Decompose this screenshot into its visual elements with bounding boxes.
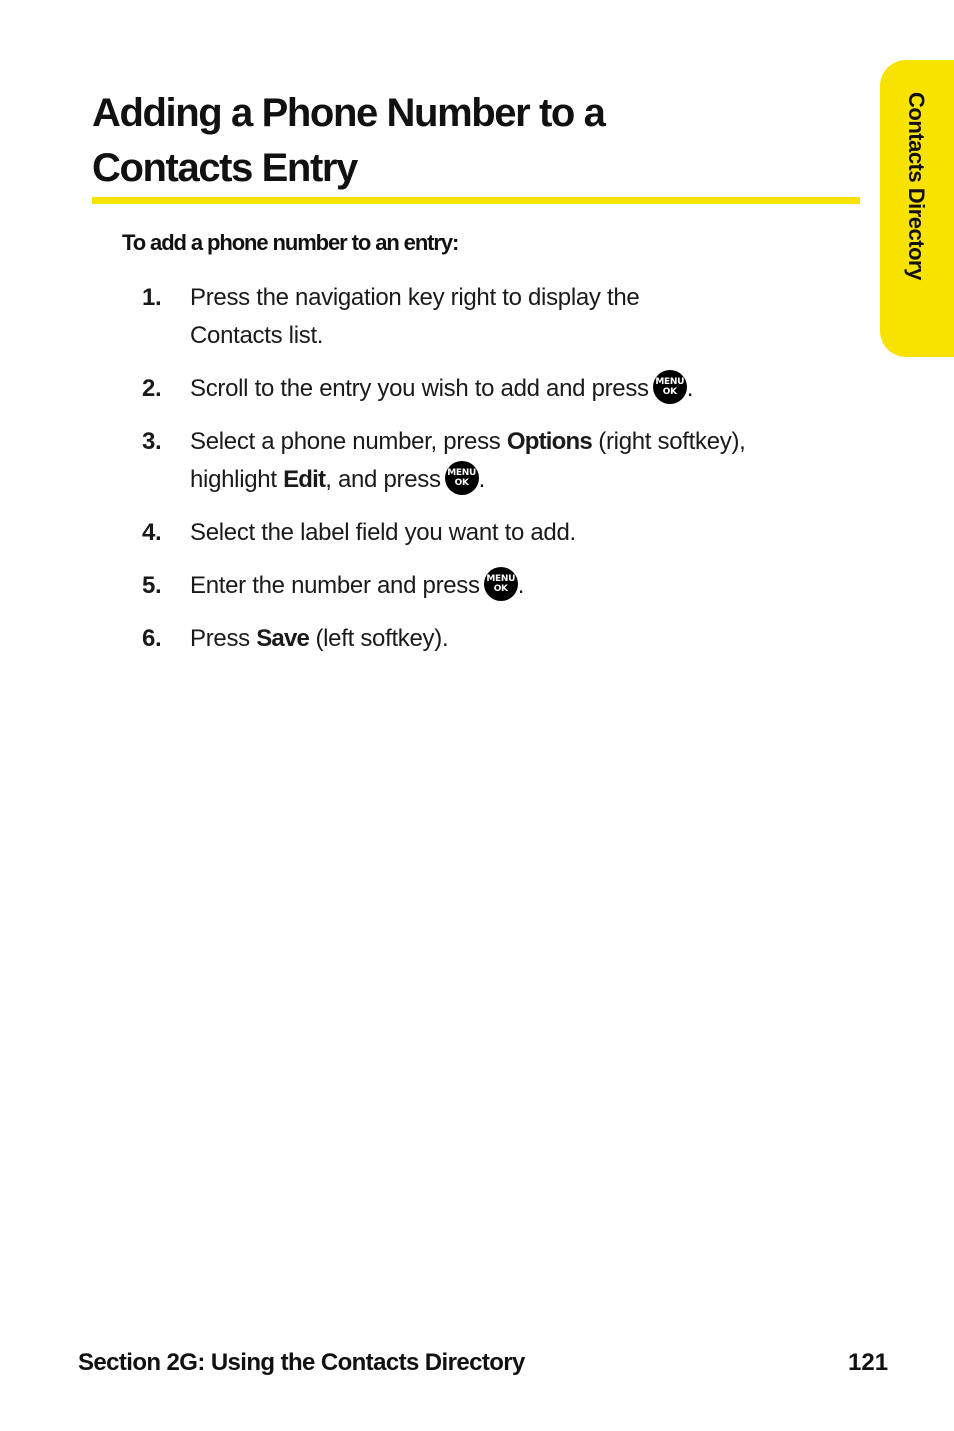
step-text: [190, 423, 840, 499]
footer-section-title: Section 2G: Using the Contacts Directory: [78, 1349, 525, 1376]
step-number: 1.: [142, 284, 162, 311]
menu-ok-key-icon: MENU OK: [653, 370, 687, 404]
step-text: [190, 620, 840, 658]
step-text-post: .: [517, 572, 525, 599]
step-text-line-2: Contacts list.: [190, 322, 324, 349]
title-underline: [92, 197, 860, 204]
step-text: [190, 567, 840, 605]
step-text-line-1: Press the navigation key right to display the: [190, 284, 640, 311]
step-text-part: Select a phone number, press: [190, 428, 507, 455]
step-text-part: (left softkey).: [309, 625, 449, 652]
page-title: [92, 86, 852, 196]
step-text-part: , and press: [325, 466, 441, 493]
save-softkey-label: Save: [256, 625, 310, 652]
step-number: 6.: [142, 625, 162, 652]
menu-ok-key-icon: MENU OK: [484, 567, 518, 601]
step-number: 3.: [142, 428, 162, 455]
footer-page-number: 121: [848, 1349, 889, 1376]
procedure-intro: To add a phone number to an entry:: [122, 230, 459, 255]
step-text: Select the label field you want to add.: [190, 519, 576, 546]
step-number: 5.: [142, 572, 162, 599]
step-text: [190, 279, 840, 355]
page-title-line-1: Adding a Phone Number to a: [92, 91, 605, 135]
step-text-pre: Enter the number and press: [190, 572, 480, 599]
step-text-post: .: [686, 375, 694, 402]
step-number: 4.: [142, 519, 162, 546]
step-number: 2.: [142, 375, 162, 402]
page-title-line-2: Contacts Entry: [92, 146, 357, 190]
step-text-part: Press: [190, 625, 257, 652]
menu-ok-key-icon: MENU OK: [445, 461, 479, 495]
section-side-tab-label: Contacts Directory: [904, 92, 929, 280]
edit-option-label: Edit: [283, 466, 326, 493]
options-softkey-label: Options: [506, 428, 592, 455]
step-text-pre: Scroll to the entry you wish to add and press: [190, 375, 649, 402]
step-text-part: .: [478, 466, 486, 493]
step-text-part: (right softkey),: [591, 428, 746, 455]
step-text: [190, 370, 840, 408]
step-text-part: highlight: [190, 466, 284, 493]
